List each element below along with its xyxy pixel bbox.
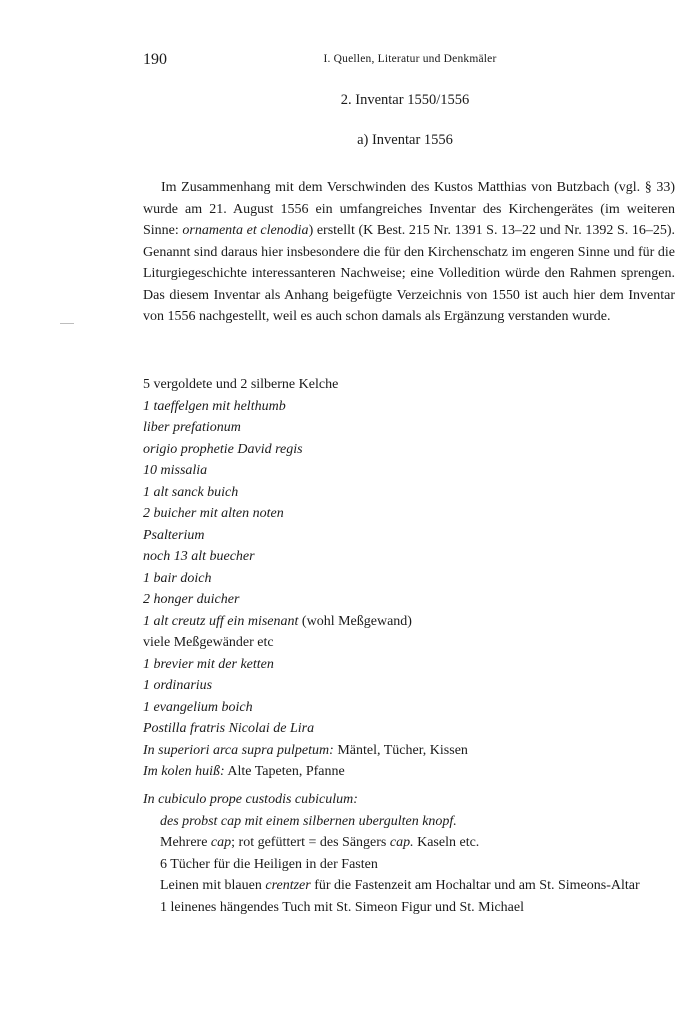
inventory-item (143, 396, 683, 418)
cubiculum-section (143, 789, 675, 918)
inventory-item (143, 439, 683, 461)
inventory-item-latin: Psalterium (143, 527, 205, 543)
inventory-item (143, 761, 683, 783)
inventory-item (143, 460, 683, 482)
leinen-text-b: für die Fastenzeit am Hochaltar und am St. Simeons-Altar (310, 878, 640, 893)
inventory-item (143, 632, 683, 654)
leinen-text-a: Leinen mit blauen (160, 878, 266, 893)
subsection-heading: a) Inventar 1556 (357, 132, 453, 148)
inventory-item (143, 482, 683, 504)
inventory-item (143, 374, 683, 396)
running-title: I. Quellen, Literatur und Denkmäler (323, 53, 497, 65)
tuecher-entry: 6 Tücher für die Heiligen in der Fasten (160, 856, 378, 872)
cap-entry (143, 832, 675, 854)
inventory-item-latin: In superiori arca supra pulpetum: (143, 742, 334, 758)
inventory-item-latin: 2 buicher mit alten noten (143, 506, 284, 521)
inventory-item (143, 740, 683, 762)
leinenes-tuch-entry: 1 leinenes hängendes Tuch mit St. Simeon Figur und St. Michael (160, 899, 524, 915)
inventory-item (143, 718, 683, 740)
inventory-item-latin: 10 missalia (143, 463, 208, 478)
cap-italic-1: cap (210, 835, 232, 850)
inventory-item-latin: 1 evangelium boich (143, 699, 253, 715)
inventory-item-latin: Postilla fratris Nicolai de Lira (143, 721, 315, 736)
inventory-item-latin: 1 alt sanck buich (143, 484, 239, 500)
cubiculum-title: In cubiculo prope custodis cubiculum: (143, 792, 358, 807)
inventory-item (143, 546, 683, 568)
section-heading: 2. Inventar 1550/1556 (340, 92, 470, 108)
intro-text-2: ) erstellt (K Best. 215 Nr. 1391 S. 13–22 und Nr. 1392 S. 16–25). Genannt sind daraus hier insbesondere die für den Kirchenschatz im engeren Sinne und für die Liturgiegeschichte interessanteren Nachweise; eine Volledition würde den Rahmen sprengen. Das diesem Inventar als Anhang beigefügte Verzeichnis von 1550 ist auch hier dem Inventar von 1556 nachgestellt, weil es auch schon damals als Ergänzung verstanden wurde. (143, 223, 675, 324)
inventory-item (143, 568, 683, 590)
inventory-item-latin: 1 brevier mit der ketten (143, 656, 274, 672)
inventory-item (143, 697, 683, 719)
inventory-item-latin: Im kolen huiß: (143, 764, 225, 779)
inventory-item-latin: noch 13 alt buecher (143, 549, 255, 564)
inventory-item-latin: 1 ordinarius (143, 678, 213, 693)
inventory-list (143, 374, 683, 783)
inventory-item-note: (wohl Meßgewand) (298, 613, 412, 629)
inventory-item-note: 5 vergoldete und 2 silberne Kelche (143, 377, 339, 392)
page-header (0, 51, 700, 71)
inventory-item-note: Mäntel, Tücher, Kissen (333, 742, 468, 758)
probst-cap-entry: des probst cap mit einem silbernen ubergulten knopf. (160, 813, 457, 829)
inventory-item (143, 503, 683, 525)
cap-text-a: Mehrere (160, 835, 211, 850)
leinen-entry (143, 875, 675, 897)
inventory-item-latin: 1 taeffelgen mit helthumb (143, 398, 286, 414)
inventory-item-latin: liber prefationum (143, 420, 241, 435)
margin-mark (60, 323, 74, 324)
page-number: 190 (143, 51, 167, 68)
inventory-item-latin: origio prophetie David regis (143, 441, 303, 457)
intro-italic: ornamenta et clenodia (182, 223, 309, 238)
cap-italic-2: cap. (389, 835, 414, 850)
inventory-item (143, 417, 683, 439)
leinen-italic: crentzer (265, 878, 311, 893)
inventory-item-latin: 2 honger duicher (143, 592, 240, 607)
inventory-item (143, 675, 683, 697)
inventory-item-note: Alte Tapeten, Pfanne (224, 764, 345, 779)
inventory-item-latin: 1 alt creutz uff ein misenant (143, 613, 299, 629)
inventory-item (143, 611, 683, 633)
intro-text-1: Im Zusammenhang mit dem Verschwinden des Kustos Matthias von Butzbach (vgl. § 33) wurde am 21. August 1556 ein umfangreiches Inventar des Kirchengerätes (im weiteren Sinne: (143, 180, 675, 238)
inventory-item (143, 525, 683, 547)
inventory-item-latin: 1 bair doich (143, 570, 212, 586)
inventory-item (143, 589, 683, 611)
inventory-item (143, 654, 683, 676)
cap-text-c: Kaseln etc. (413, 835, 480, 850)
cap-text-b: ; rot gefüttert = des Sängers (231, 835, 390, 850)
inventory-item-note: viele Meßgewänder etc (143, 635, 274, 650)
intro-paragraph (143, 177, 675, 328)
